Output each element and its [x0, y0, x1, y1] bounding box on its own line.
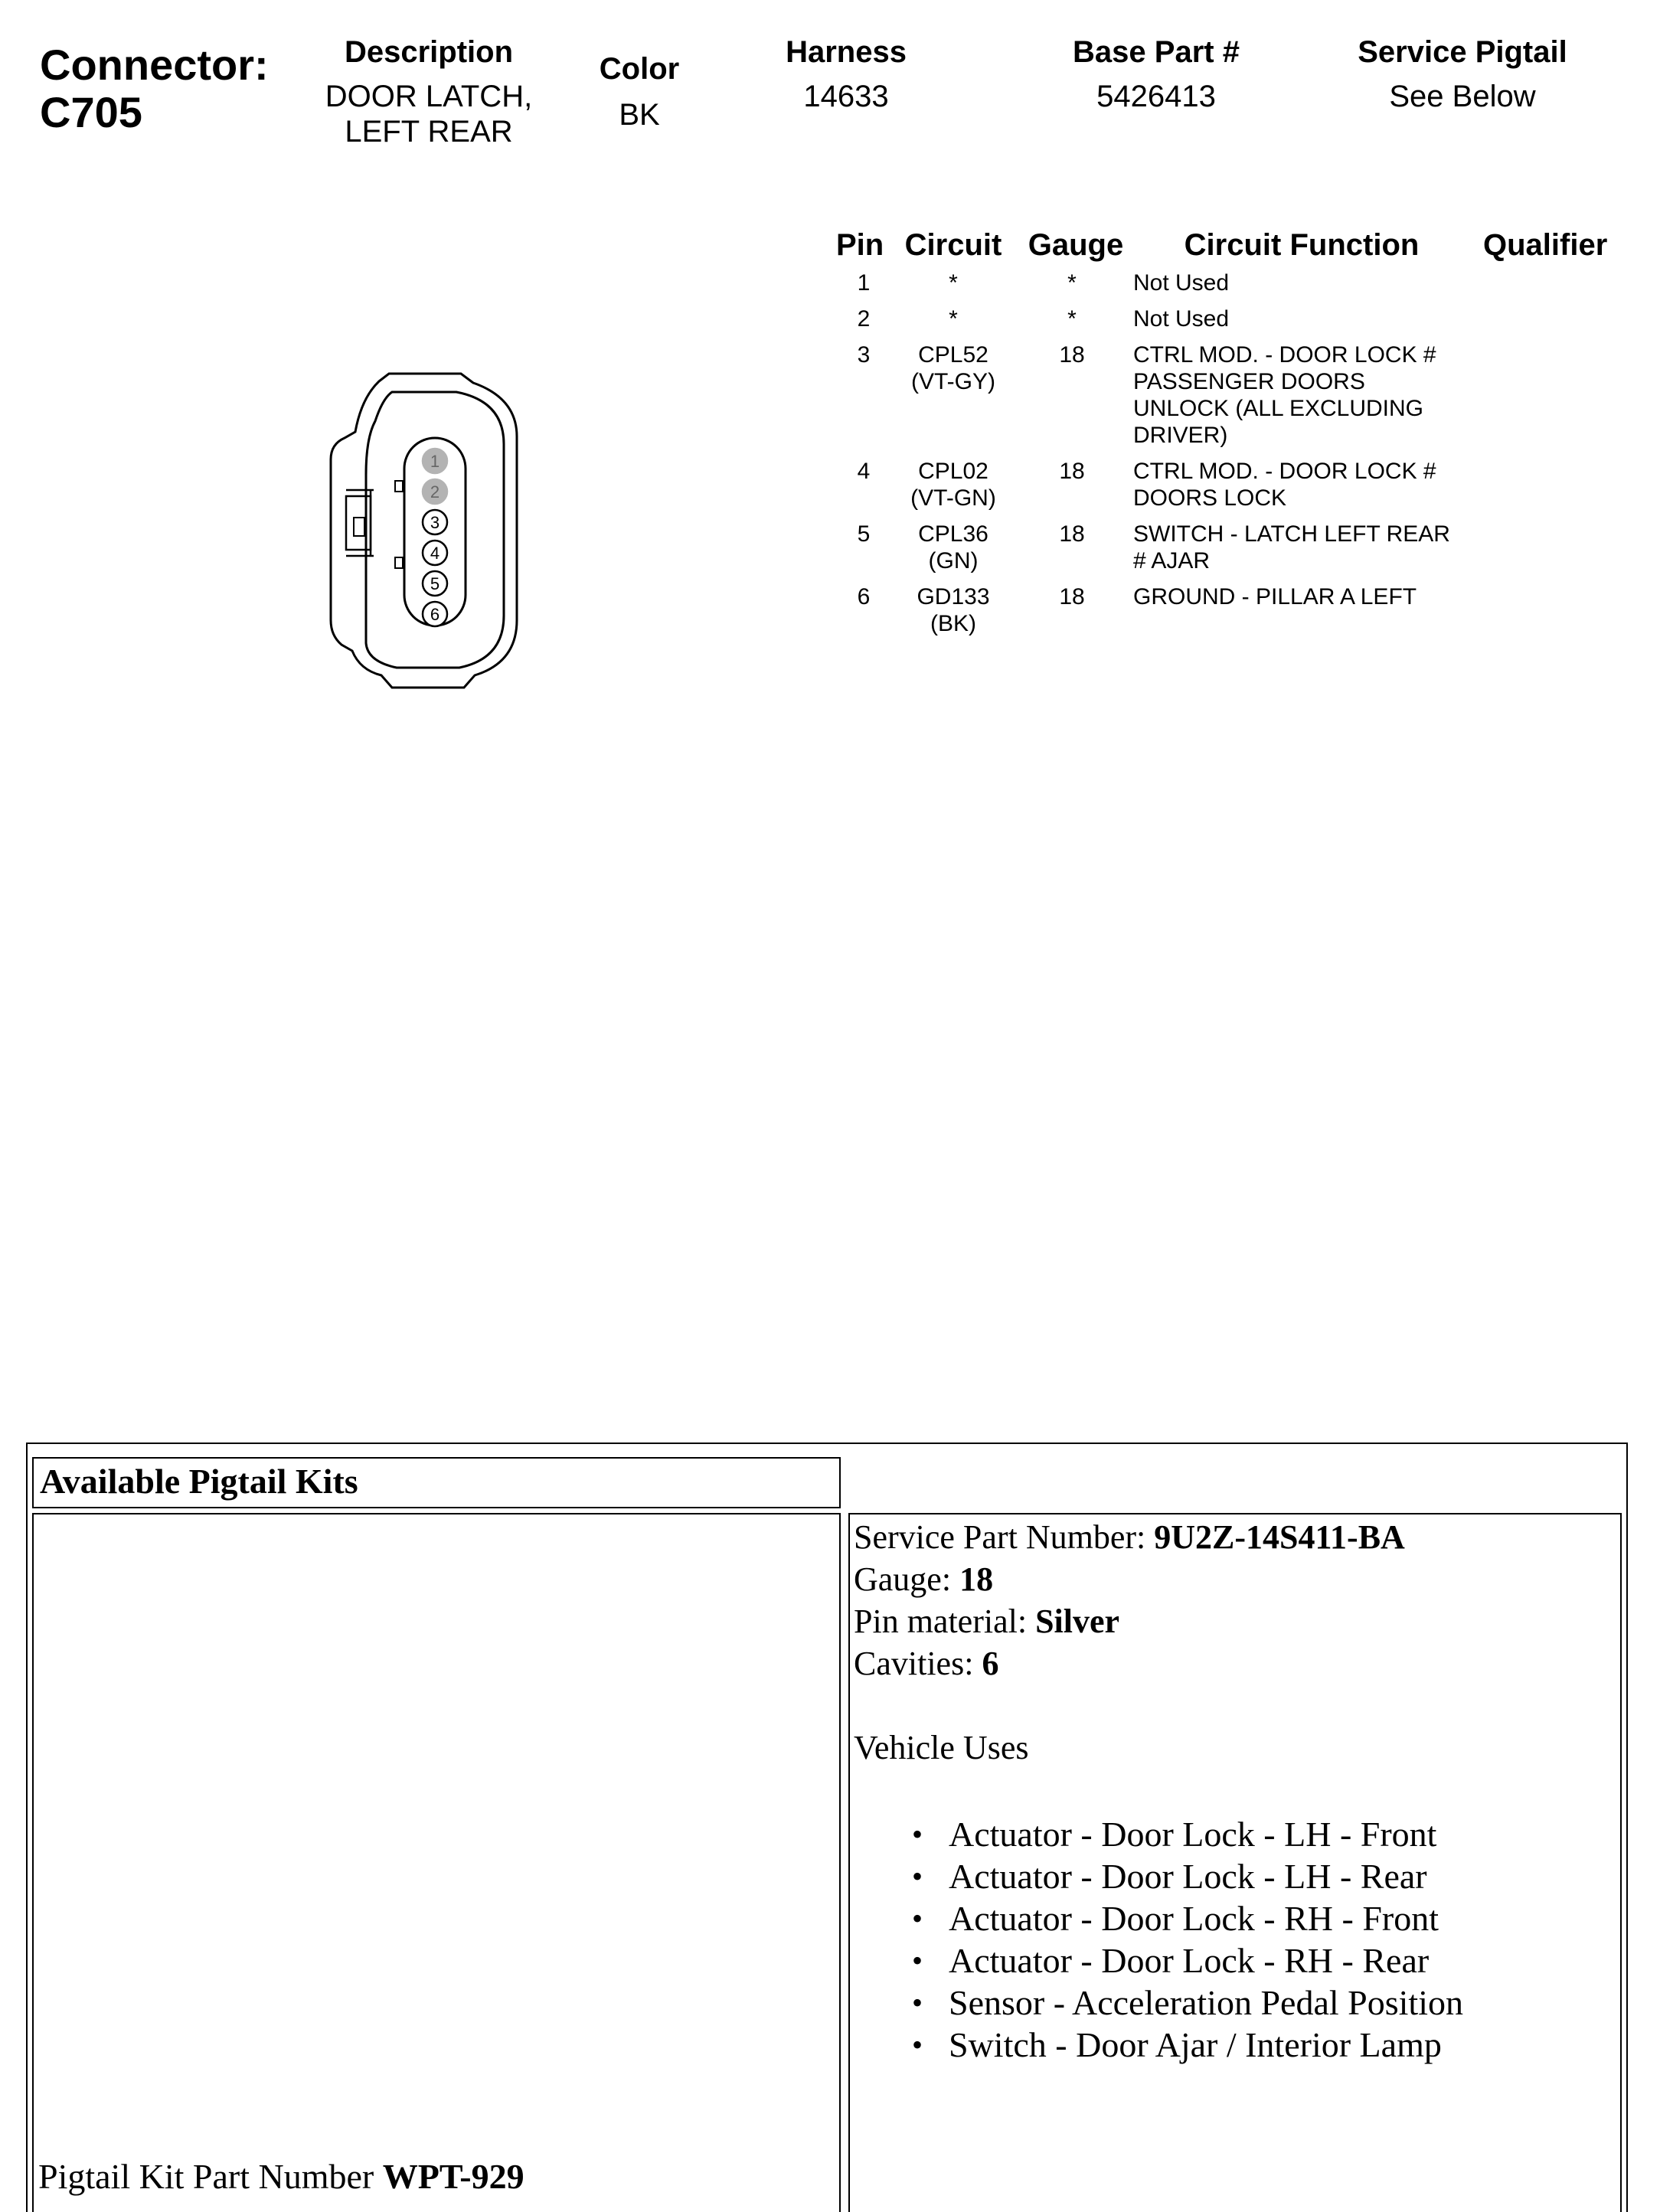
vehicle-use-item: • Sensor - Acceleration Pedal Position	[854, 1982, 1612, 2024]
color-label: Color	[599, 52, 680, 86]
circuit-id: CPL36	[918, 521, 988, 547]
circuit-id: GD133	[917, 584, 990, 609]
gauge-cell: *	[1067, 270, 1077, 296]
circuit-function-line: Not Used	[1133, 270, 1230, 296]
gauge-cell: 18	[1059, 459, 1085, 484]
gauge-cell: 18	[1059, 342, 1085, 368]
vehicle-uses-list	[854, 1813, 1612, 2066]
description-label: Description	[344, 35, 514, 69]
base-part-value: 5426413	[1096, 80, 1216, 113]
pin-material-value: Silver	[1035, 1603, 1120, 1640]
pin-label-5: 5	[430, 574, 440, 593]
circuit-id: CPL02	[918, 459, 988, 484]
circuit-function-cell	[1133, 521, 1501, 574]
pin-label-3: 3	[430, 513, 440, 532]
pin-label-1: 1	[430, 452, 440, 471]
pigtail-details	[854, 1516, 1612, 2066]
circuit-function-line: # AJAR	[1133, 548, 1211, 573]
description-column	[291, 35, 567, 149]
circuit-function-cell	[1133, 583, 1501, 610]
circuit-function-line: CTRL MOD. - DOOR LOCK #	[1133, 459, 1436, 484]
pigtail-kit-part-line	[38, 2156, 524, 2197]
gauge-line: Gauge: 18	[854, 1560, 994, 1598]
pin-number: 2	[857, 306, 871, 332]
vehicle-uses-label: Vehicle Uses	[854, 1729, 1029, 1766]
pigtail-details-cell	[848, 1513, 1622, 2212]
service-pigtail-label: Service Pigtail	[1358, 35, 1567, 69]
circuit-cell	[896, 458, 1011, 511]
cavities-value: 6	[982, 1645, 999, 1682]
circuit-function-cell	[1133, 305, 1501, 332]
kit-part-label: Pigtail Kit Part Number	[38, 2157, 383, 2196]
pin-circles	[423, 449, 447, 626]
color-value: BK	[619, 98, 660, 132]
service-part-number: 9U2Z-14S411-BA	[1154, 1518, 1405, 1556]
pin-number: 5	[857, 521, 871, 547]
description-line2: LEFT REAR	[345, 115, 513, 149]
circuit-id: *	[949, 306, 958, 332]
service-pigtail-value: See Below	[1389, 80, 1536, 113]
vehicle-use-item: • Actuator - Door Lock - LH - Rear	[854, 1855, 1612, 1897]
base-part-label: Base Part #	[1073, 35, 1240, 69]
circuit-function-header: Circuit Function	[1184, 228, 1420, 262]
circuit-color: (BK)	[930, 611, 976, 636]
circuit-function-cell	[1133, 458, 1501, 511]
connector-title	[40, 41, 269, 136]
pin-number: 1	[857, 270, 871, 296]
circuit-function-cell	[1133, 341, 1501, 449]
harness-label: Harness	[786, 35, 907, 69]
connector-label: Connector:	[40, 41, 269, 89]
circuit-function-line: Not Used	[1133, 306, 1230, 332]
pin-number: 6	[857, 584, 871, 609]
gauge-header: Gauge	[1028, 228, 1124, 262]
pin-material-line: Pin material: Silver	[854, 1603, 1120, 1640]
service-pigtail-column	[1317, 35, 1608, 114]
description-line1: DOOR LATCH,	[325, 80, 533, 113]
pigtail-kits-title: Available Pigtail Kits	[32, 1457, 841, 1508]
circuit-function-line: CTRL MOD. - DOOR LOCK #	[1133, 342, 1436, 368]
circuit-function-cell	[1133, 270, 1501, 296]
connector-diagram	[322, 368, 528, 697]
circuit-function-line: SWITCH - LATCH LEFT REAR	[1133, 521, 1450, 547]
vehicle-use-item: • Actuator - Door Lock - LH - Front	[854, 1813, 1612, 1855]
gauge-value: 18	[959, 1560, 994, 1598]
circuit-header: Circuit	[904, 228, 1002, 262]
vehicle-use-item: • Actuator - Door Lock - RH - Rear	[854, 1939, 1612, 1982]
circuit-id: *	[949, 270, 958, 296]
harness-value: 14633	[803, 80, 889, 113]
circuit-function-line: PASSENGER DOORS	[1133, 369, 1365, 394]
pin-number: 3	[857, 342, 871, 368]
gauge-cell: 18	[1059, 584, 1085, 609]
kit-part-value: WPT-929	[382, 2157, 524, 2196]
base-part-column	[1026, 35, 1286, 114]
latch-tab	[354, 518, 364, 536]
pin-label-2: 2	[430, 482, 440, 502]
circuit-cell	[896, 270, 1011, 296]
vehicle-use-item: • Switch - Door Ajar / Interior Lamp	[854, 2024, 1612, 2066]
circuit-function-line: DOORS LOCK	[1133, 485, 1287, 511]
circuit-cell	[896, 305, 1011, 332]
gauge-cell: *	[1067, 306, 1077, 332]
housing-outer	[331, 374, 517, 688]
circuit-cell	[896, 341, 1011, 395]
circuit-color: (VT-GY)	[911, 369, 995, 394]
circuit-color: (VT-GN)	[910, 485, 996, 511]
circuit-function-line: GROUND - PILLAR A LEFT	[1133, 584, 1417, 609]
gauge-cell: 18	[1059, 521, 1085, 547]
color-column	[567, 52, 712, 132]
circuit-function-line: DRIVER)	[1133, 423, 1228, 448]
circuit-id: CPL52	[918, 342, 988, 368]
pin-label-4: 4	[430, 544, 440, 563]
pigtail-image-cell	[32, 1513, 841, 2212]
vehicle-use-item: • Actuator - Door Lock - RH - Front	[854, 1897, 1612, 1939]
service-part-line: Service Part Number: 9U2Z-14S411-BA	[854, 1518, 1405, 1556]
circuit-cell	[896, 583, 1011, 637]
connector-id: C705	[40, 88, 142, 136]
pin-number: 4	[857, 459, 871, 484]
qualifier-header: Qualifier	[1483, 228, 1608, 262]
circuit-function-line: UNLOCK (ALL EXCLUDING	[1133, 396, 1423, 421]
circuit-cell	[896, 521, 1011, 574]
pin-label-6: 6	[430, 605, 440, 624]
circuit-color: (GN)	[928, 548, 979, 573]
cavities-line: Cavities: 6	[854, 1645, 999, 1682]
pin-header: Pin	[836, 228, 884, 262]
harness-column	[735, 35, 957, 114]
